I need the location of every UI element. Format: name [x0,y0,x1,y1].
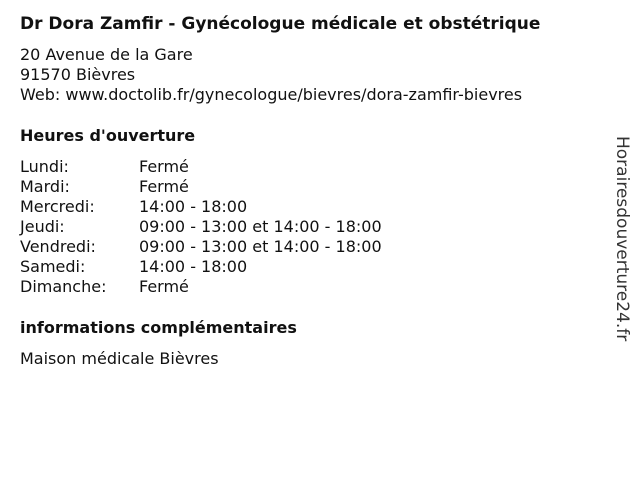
address-street: 20 Avenue de la Gare [20,45,193,64]
additional-info-text: Maison médicale Bièvres [20,349,219,368]
hours-row [20,217,610,237]
hours-time: 14:00 - 18:00 [139,257,248,276]
opening-hours-heading: Heures d'ouverture [20,126,196,145]
hours-time: Fermé [139,157,189,176]
additional-info-heading: informations complémentaires [20,318,297,337]
hours-time: 09:00 - 13:00 et 14:00 - 18:00 [139,217,382,236]
hours-row [20,157,610,177]
hours-day: Lundi: [20,157,69,176]
hours-day: Mardi: [20,177,70,196]
opening-hours-table [20,157,610,297]
hours-day: Mercredi: [20,197,95,216]
hours-row [20,277,610,297]
address-city: 91570 Bièvres [20,65,136,84]
website-text: Web: www.doctolib.fr/gynecologue/bievres/dora-zamfir-bievres [20,85,523,104]
site-watermark: Horairesdouverture24.fr [612,136,632,342]
hours-time: Fermé [139,277,189,296]
listing-content [20,14,610,369]
hours-row [20,177,610,197]
hours-time: 09:00 - 13:00 et 14:00 - 18:00 [139,237,382,256]
hours-day: Dimanche: [20,277,107,296]
hours-time: 14:00 - 18:00 [139,197,248,216]
hours-row [20,237,610,257]
page-title: Dr Dora Zamfir - Gynécologue médicale et obstétrique [20,14,541,34]
address-block [20,45,610,105]
hours-time: Fermé [139,177,189,196]
hours-day: Samedi: [20,257,86,276]
hours-day: Vendredi: [20,237,96,256]
hours-day: Jeudi: [20,217,65,236]
hours-row [20,257,610,277]
hours-row [20,197,610,217]
